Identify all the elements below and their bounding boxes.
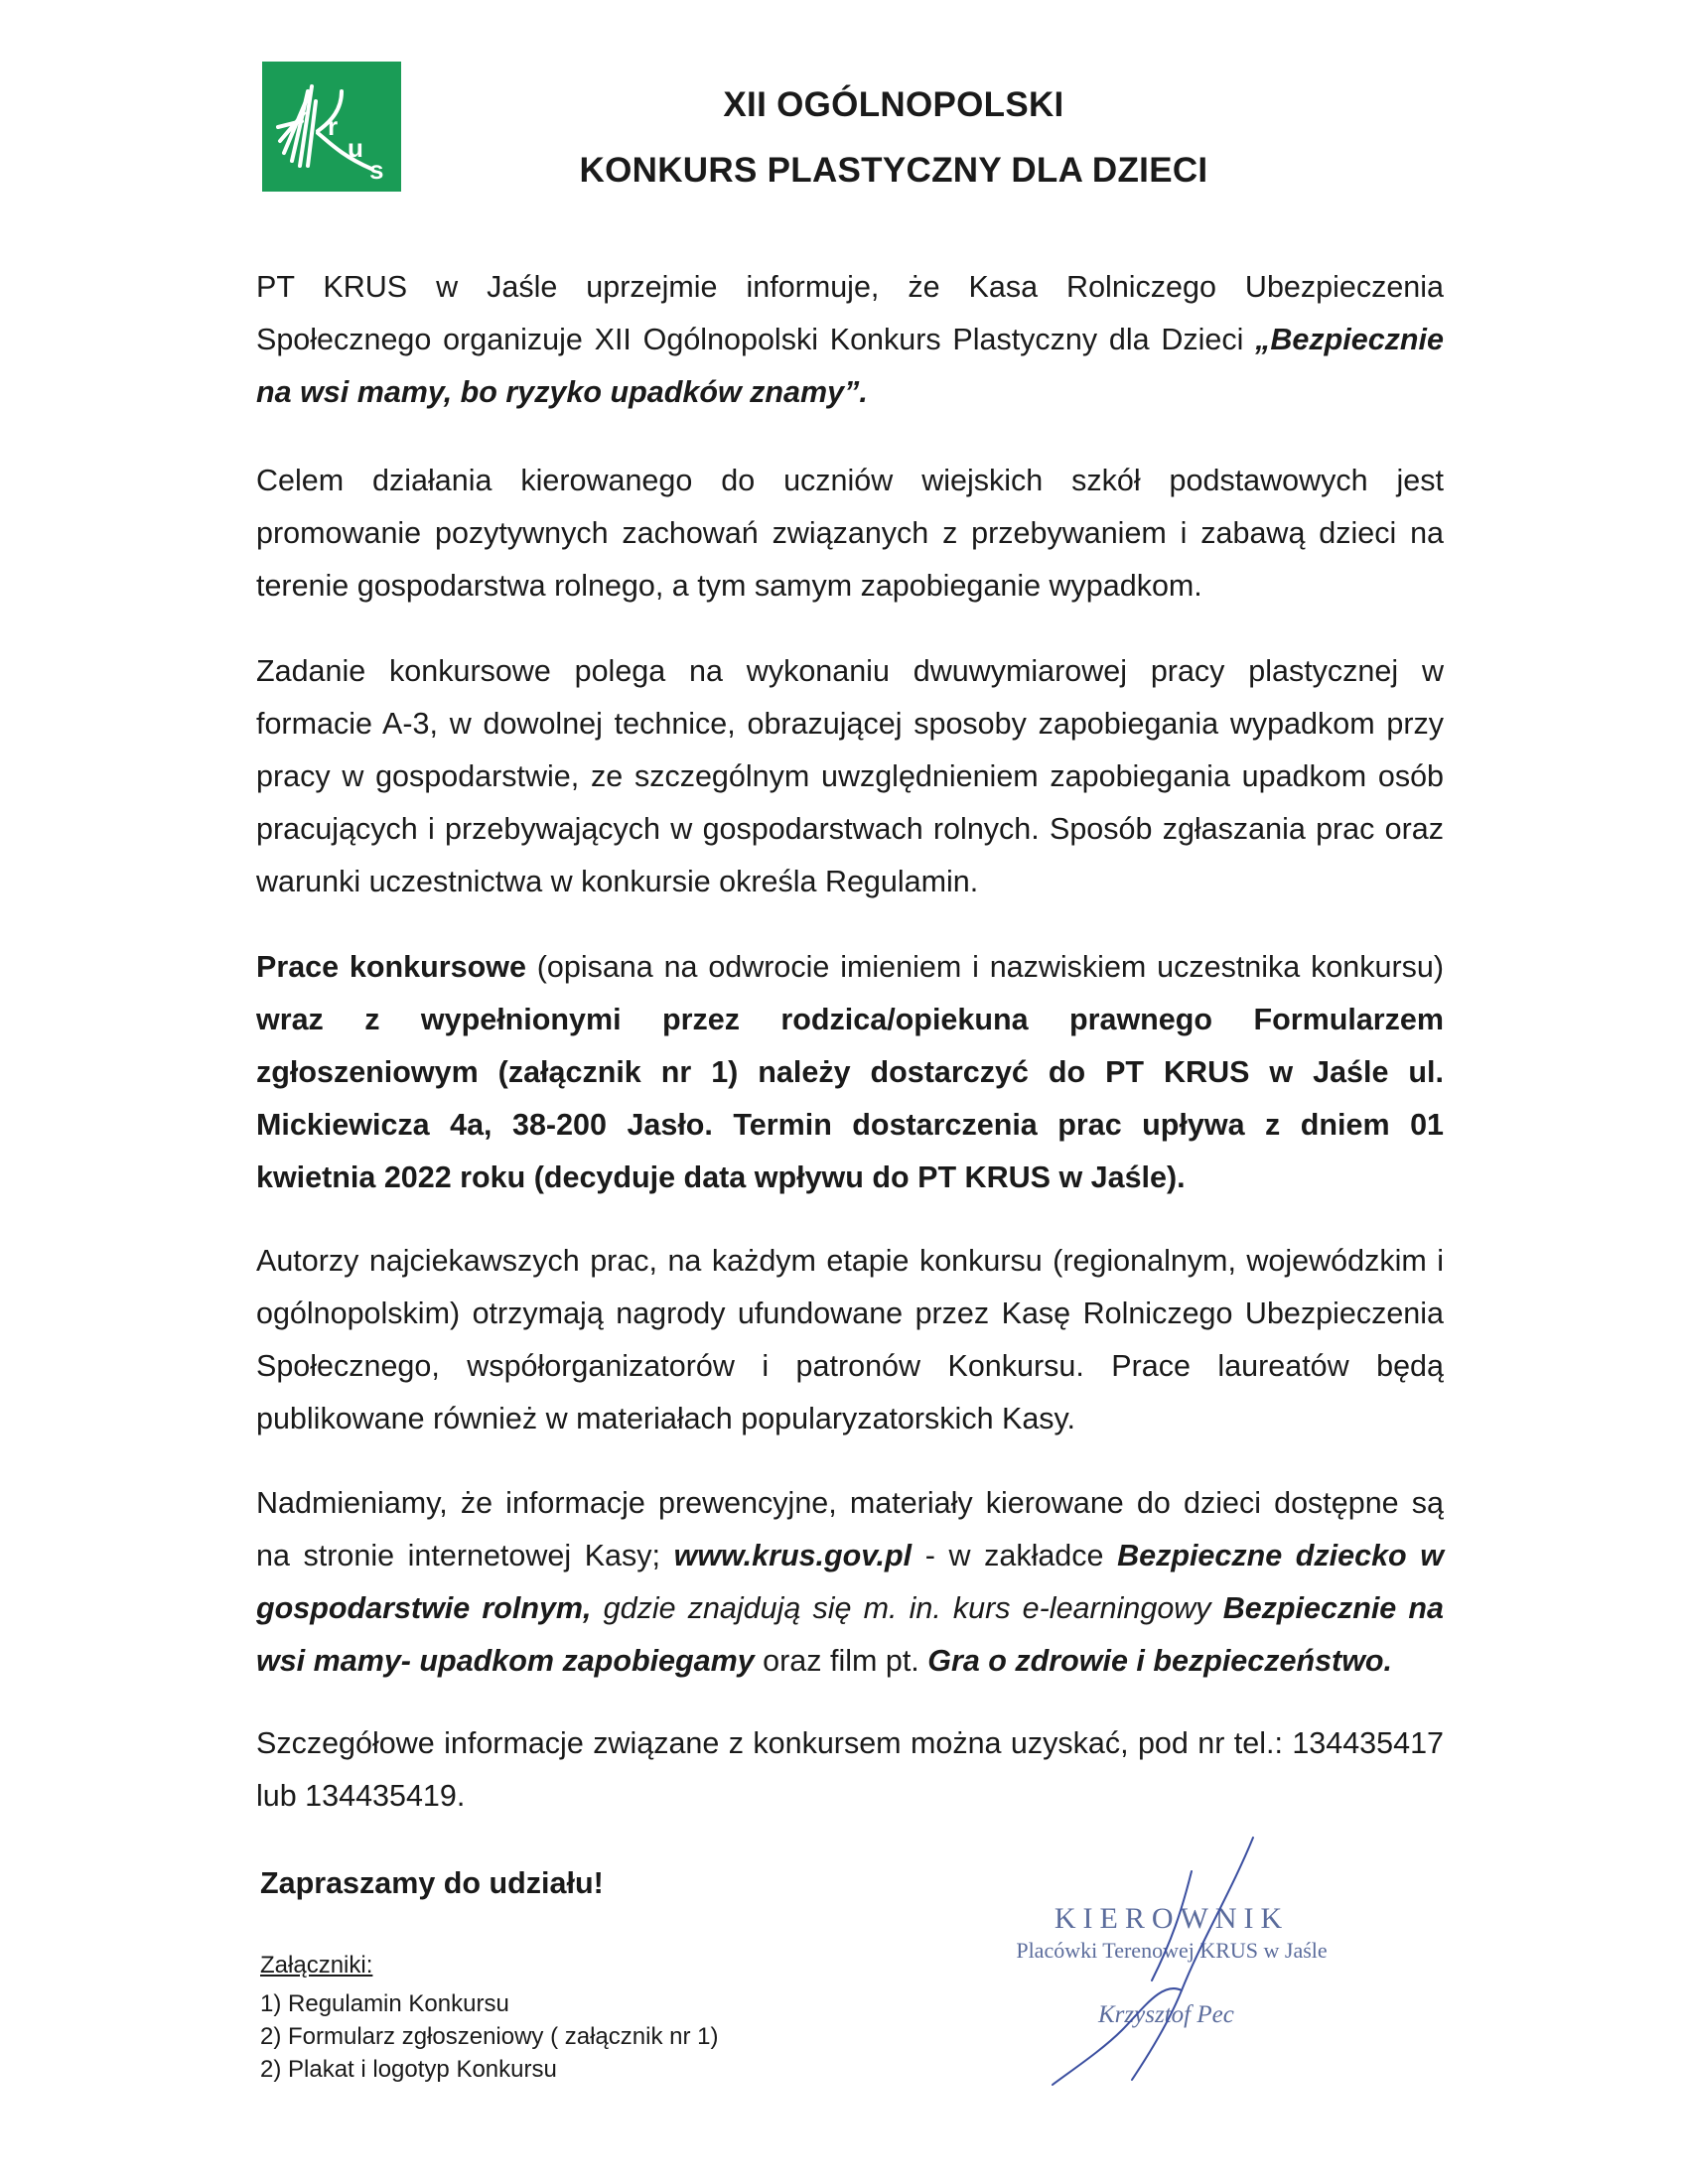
submission-details: wraz z wypełnionymi przez rodzica/opiekuna prawnego Formularzem zgłoszeniowym (załącznik nr 1) należy dostarczyć do PT KRUS w Jaśle ul. Mickiewicza 4a, 38-200 Jasło. Termin dostarczenia prac upływa z dniem 01 kwietnia 2022 roku (decyduje data wpływu do PT KRUS w Jaśle). xyxy=(256,1003,1444,1194)
stamp-subtitle: Placówki Terenowej KRUS w Jaśle xyxy=(1016,1938,1328,1963)
krus-logo-mark xyxy=(262,62,401,192)
attachment-item: 1) Regulamin Konkursu xyxy=(260,1990,509,2017)
krus-logo xyxy=(262,62,401,192)
paragraph-prizes: Autorzy najciekawszych prac, na każdym etapie konkursu (regionalnym, wojewódzkim i ogólnopolskim) otrzymają nagrody ufundowane przez Kasę Rolniczego Ubezpieczenia Społecznego, współorganizatorów i patronów Konkursu. Prace laureatów będą publikowane również w materiałach popularyzatorskich Kasy. xyxy=(256,1244,1444,1435)
attachment-item: 2) Formularz zgłoszeniowy ( załącznik nr 1) xyxy=(260,2023,719,2050)
resources-text-1: Nadmieniamy, że informacje prewencyjne, materiały kierowane do dzieci dostępne są na stronie internetowej Kasy; xyxy=(256,1486,1444,1572)
tab-name: Bezpieczne dziecko w gospodarstwie rolnym, xyxy=(256,1539,1444,1625)
paragraph-contact: Szczegółowe informacje związane z konkursem można uzyskać, pod nr tel.: 134435417 lub 134435419. xyxy=(256,1726,1444,1813)
svg-text:u: u xyxy=(348,133,363,163)
course-name: Bezpiecznie na wsi mamy- upadkom zapobiegamy xyxy=(256,1591,1444,1678)
submission-note: (opisana na odwrocie imieniem i nazwiskiem uczestnika konkursu) xyxy=(525,950,1444,984)
attachment-item: 2) Plakat i logotyp Konkursu xyxy=(260,2056,557,2083)
contest-name: „Bezpiecznie na wsi mamy, bo ryzyko upadków znamy”. xyxy=(256,323,1444,409)
handwritten-signature xyxy=(1033,1832,1271,2090)
stamp-name: Krzysztof Pec xyxy=(1098,2001,1234,2028)
film-name: Gra o zdrowie i bezpieczeństwo. xyxy=(927,1644,1393,1678)
paragraph-submission xyxy=(256,941,1444,1204)
intro-text: PT KRUS w Jaśle uprzejmie informuje, że Kasa Rolniczego Ubezpieczenia Społecznego organizuje XII Ogólnopolski Konkurs Plastyczny dla Dzieci xyxy=(256,270,1444,356)
resources-text-2: - w zakładce xyxy=(912,1539,1118,1572)
title-line-1: XII OGÓLNOPOLSKI xyxy=(723,85,1064,124)
paragraph-task: Zadanie konkursowe polega na wykonaniu dwuwymiarowej pracy plastycznej w formacie A-3, w dowolnej technice, obrazującej sposoby zapobiegania wypadkom przy pracy w gospodarstwie, ze szczególnym uwzględnieniem zapobiegania upadkom osób pracujących i przebywających w gospodarstwach rolnych. Sposób zgłaszania prac oraz warunki uczestnictwa w konkursie określa Regulamin. xyxy=(256,654,1444,898)
invitation: Zapraszamy do udziału! xyxy=(260,1866,604,1900)
svg-text:r: r xyxy=(328,111,339,141)
resources-text-3: gdzie znajdują się m. in. kurs e-learningowy xyxy=(591,1591,1223,1625)
paragraph-intro xyxy=(256,261,1444,419)
submission-lead: Prace konkursowe xyxy=(256,950,526,984)
paragraph-resources xyxy=(256,1477,1444,1688)
krus-website-link[interactable]: www.krus.gov.pl xyxy=(673,1539,913,1572)
attachments-list xyxy=(260,1987,718,2086)
title-line-2: KONKURS PLASTYCZNY DLA DZIECI xyxy=(579,151,1208,190)
paragraph-goal: Celem działania kierowanego do uczniów wiejskich szkół podstawowych jest promowanie pozytywnych zachowań związanych z przebywaniem i zabawą dzieci na terenie gospodarstwa rolnego, a tym samym zapobieganie wypadkom. xyxy=(256,464,1444,603)
resources-text-4: oraz film pt. xyxy=(754,1644,928,1678)
stamp-title: KIEROWNIK xyxy=(1054,1902,1290,1935)
svg-text:s: s xyxy=(369,155,384,185)
attachments-heading: Załączniki: xyxy=(260,1952,373,1979)
